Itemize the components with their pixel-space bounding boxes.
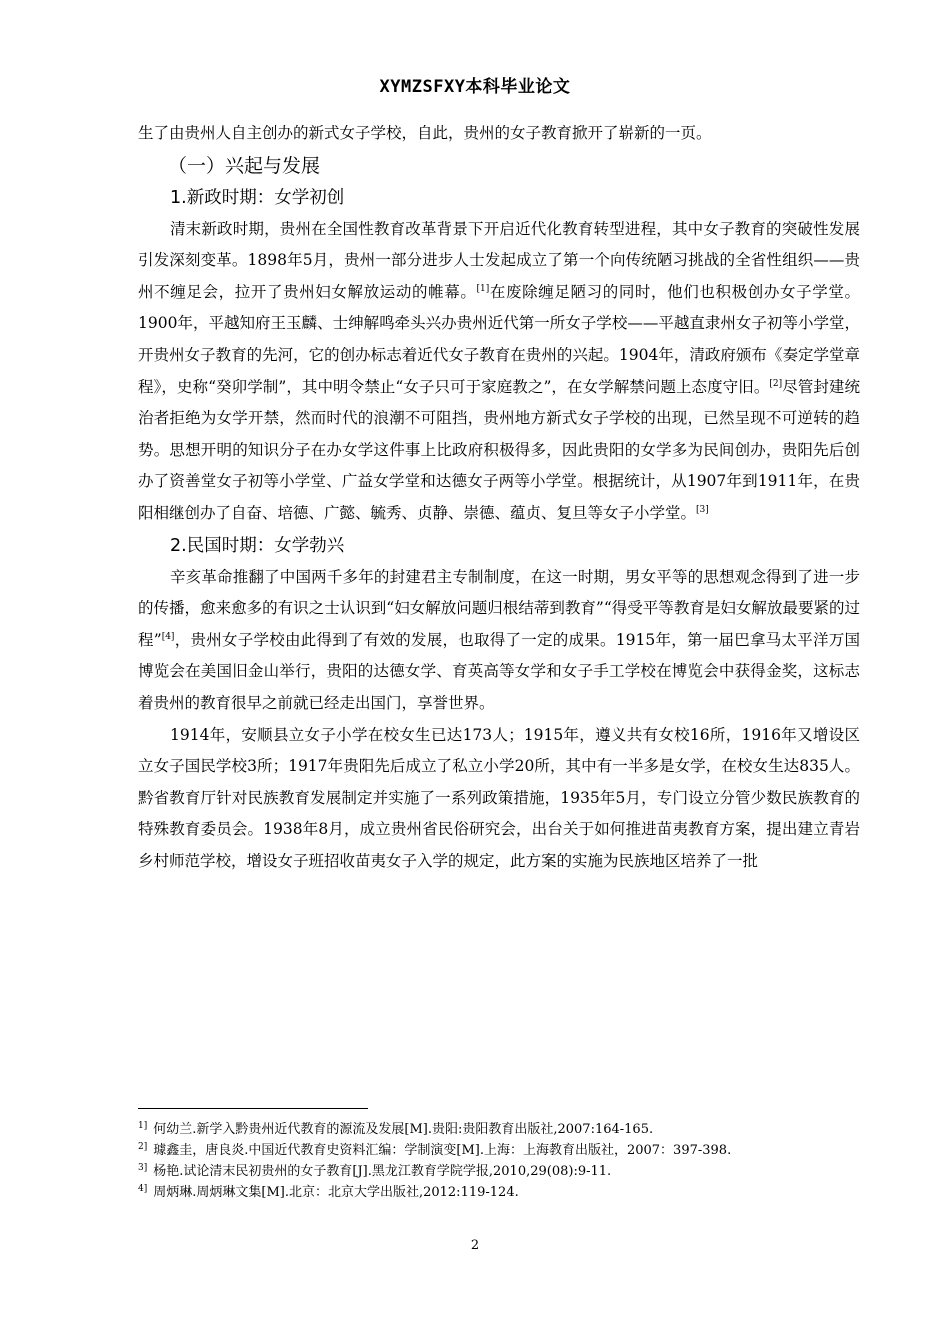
footnote-separator: [138, 1108, 368, 1109]
footnote-text-1: 何幼兰.新学入黔贵州近代教育的源流及发展[M].贵阳:贵阳教育出版社,2007:164-165.: [153, 1122, 654, 1137]
footnote-2: [138, 1141, 858, 1160]
footnote-4: [138, 1183, 858, 1202]
footnotes: [138, 1120, 858, 1204]
footnote-3: [138, 1162, 858, 1181]
footnote-ref-1[interactable]: [1]: [476, 283, 490, 294]
section-heading: （一）兴起与发展: [168, 154, 321, 177]
paragraph-1: [138, 214, 860, 530]
footnote-mark-1: 1]: [138, 1120, 148, 1131]
subsection-heading-2: 2.民国时期：女学勃兴: [170, 535, 345, 556]
paragraph-3: 1914年，安顺县立女子小学在校女生已达173人；1915年，遵义共有女校16所，1916年又增设区立女子国民学校3所；1917年贵阳先后成立了私立小学20所，其中有一半多是女学，在校女生达835人。黔省教育厅针对民族教育发展制定并实施了一系列政策措施，1935年5月，专门设立分管少数民族教育的特殊教育委员会。1938年8月，成立贵州省民俗研究会，出台关于如何推进苗夷教育方案，提出建立青岩乡村师范学校，增设女子班招收苗夷女子入学的规定，此方案的实施为民族地区培养了一批: [138, 725, 860, 870]
footnote-ref-2[interactable]: [2]: [769, 378, 783, 389]
paragraph-1-part-a: 清末新政时期，贵州在全国性教育改革背景下开启近代化教育转型进程，其中女子教育的突破性发展引发深刻变革。1898年5月，贵州一部分进步人士发起成立了第一个向传统陋习挑战的全省性组织——贵州不缠足会，拉开了贵州妇女解放运动的帷幕。: [138, 219, 860, 301]
footnote-1: [138, 1120, 858, 1139]
paragraph-2: [138, 562, 860, 720]
footnote-ref-4[interactable]: [4]: [161, 631, 175, 642]
paragraph-1-part-b: 在废除缠足陋习的同时，他们也积极创办女子学堂。1900年，平越知府王玉麟、士绅解鸣牵头兴办贵州近代第一所女子学校——平越直隶州女子初等小学堂，开贵州女子教育的先河，它的创办标志着近代女子教育在贵州的兴起。1904年，清政府颁布《奏定学堂章程》，史称“癸卯学制”，其中明令禁止“女子只可于家庭教之”，在女学解禁问题上态度守旧。: [138, 282, 860, 396]
page-number: 2: [470, 1238, 480, 1253]
footnote-mark-2: 2]: [138, 1141, 148, 1152]
body-text: [138, 118, 860, 877]
footnote-text-2: 璩鑫圭，唐良炎.中国近代教育史资料汇编：学制演变[M].上海：上海教育出版社，2007：397-398.: [153, 1143, 732, 1158]
subsection-heading-1: 1.新政时期：女学初创: [170, 187, 345, 208]
page-header: XYMZSFXY本科毕业论文: [379, 77, 571, 97]
footnote-text-4: 周炳琳.周炳琳文集[M].北京：北京大学出版社,2012:119-124.: [153, 1185, 519, 1200]
paragraph-2-part-a: 辛亥革命推翻了中国两千多年的封建君主专制制度，在这一时期，男女平等的思想观念得到了进一步的传播，愈来愈多的有识之士认识到“妇女解放问题归根结蒂到教育”“得受平等教育是妇女解放最要紧的过程”: [138, 567, 860, 649]
footnote-text-3: 杨艳.试论清末民初贵州的女子教育[J].黑龙江教育学院学报,2010,29(08):9-11.: [153, 1164, 612, 1179]
intro-paragraph: 生了由贵州人自主创办的新式女子学校，自此，贵州的女子教育掀开了崭新的一页。: [138, 124, 712, 142]
paragraph-1-part-c: 尽管封建统治者拒绝为女学开禁，然而时代的浪潮不可阻挡，贵州地方新式女子学校的出现，已然呈现不可逆转的趋势。思想开明的知识分子在办女学这件事上比政府积极得多，因此贵阳的女学多为民间创办，贵阳先后创办了资善堂女子初等小学堂、广益女学堂和达德女子两等小学堂。根据统计，从1907年到1911年，在贵阳相继创办了自奋、培德、广懿、毓秀、贞静、崇德、蕴贞、复旦等女子小学堂。: [138, 377, 860, 522]
paragraph-2-part-b: ，贵州女子学校由此得到了有效的发展，也取得了一定的成果。1915年，第一届巴拿马太平洋万国博览会在美国旧金山举行，贵阳的达德女学、育英高等女学和女子手工学校在博览会中获得金奖，这标志着贵州的教育很早之前就已经走出国门，享誉世界。: [138, 630, 860, 712]
footnote-mark-4: 4]: [138, 1183, 148, 1194]
footnote-mark-3: 3]: [138, 1162, 148, 1173]
footnote-ref-3[interactable]: [3]: [696, 504, 709, 515]
